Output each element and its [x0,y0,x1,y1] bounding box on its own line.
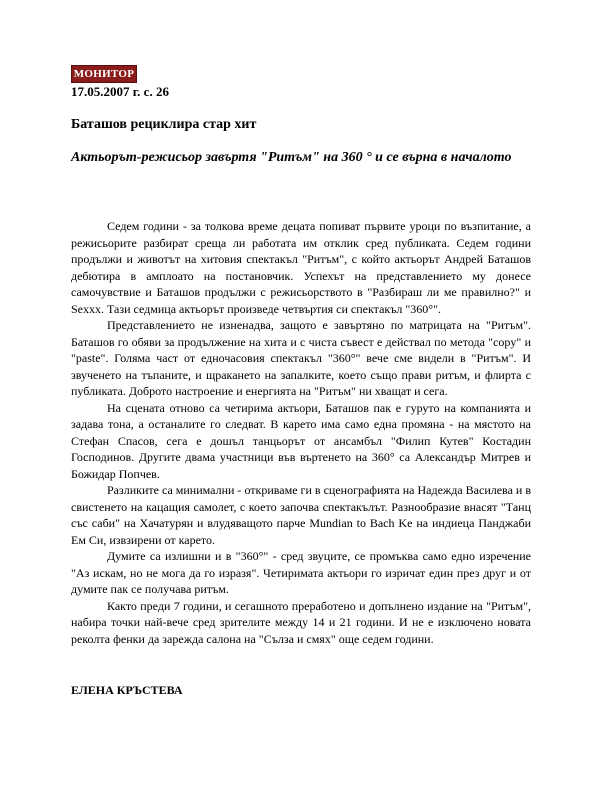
paragraph-5: Думите са излишни и в "360°" - сред звуците, се промъква само едно изречение "Аз искам, но не мога да го изразя". Четиримата актьори го изричат един през друг и от думите пак се получава ритъм. [71,549,531,596]
logo-text: МОНИТОР [73,67,135,80]
monitor-logo [71,65,137,83]
paragraph-3: На сцената отново са четирима актьори, Баташов пак е гуруто на компанията и задава тона, а останалите го следват. В карето има само една промяна - на мястото на Стефан Спасов, сега е дошъл танцьорът от ансамбъл "Филип Кутев" Костадин Господинов. Другите двама участници във въртенето на 360° са Александър Митрев и Божидар Попчев. [71,400,531,481]
article-subhead: Актьорът-режисьор завъртя "Ритъм" на 360 ° и се върна в началото [71,150,512,165]
paragraph-2: Представлението не изненадва, защото е завъртяно по матрицата на "Ритъм". Баташов го обяви за продължение на хита и с чиста съвест е действал по метода "copy" и "paste". Голяма част от едночасовия спектакъл "360°" вече сме видели в "Ритъм". И звученето на тъпаните, и щракането на запалките, което също прави ритъм, и флирта с публиката. Доброто настроение и енергията на "Ритъм" ни хващат и сега. [71,318,531,398]
article-body [71,218,531,647]
article-headline: Баташов рециклира стар хит [71,117,257,132]
paragraph-6: Както преди 7 години, и сегашното преработено и допълнено издание на "Ритъм", набира точки най-вече сред зрителите между 14 и 21 години. И не е изключено новата реколта фенки да зарежда салона на "Сълза и смях" още седем години. [71,598,531,646]
dateline: 17.05.2007 г. с. 26 [71,84,169,99]
paragraph-1: Седем години - за толкова време децата попиват първите уроци по възпитание, а режисьорите разбират среща ли работата им отклик сред публиката. Седем години продължи и животът на хитовия спектакъл "Ритъм", с който актьорът Андрей Баташов дебютира в амплоато на постановчик. Успехът на представлението му донесе самочувствие и Баташов продължи с режисьорството в "Разбираш ли ме правилно?" и Sexxx. Тази седмица актьорът произведе четвъртия си спектакъл "360°". [71,219,531,316]
paragraph-4: Разликите са минимални - откриваме ги в сценографията на Надежда Василева и в свистенето на кацащия самолет, с което започва спектакълът. Разнообразие внасят "Танц със саби" на Хачатурян и влудяващото парче Mundian to Bach Ke на индиеца Панджаби Ем Си, извзирени от карето. [71,483,531,547]
article-author: ЕЛЕНА КРЪСТЕВА [71,683,183,697]
